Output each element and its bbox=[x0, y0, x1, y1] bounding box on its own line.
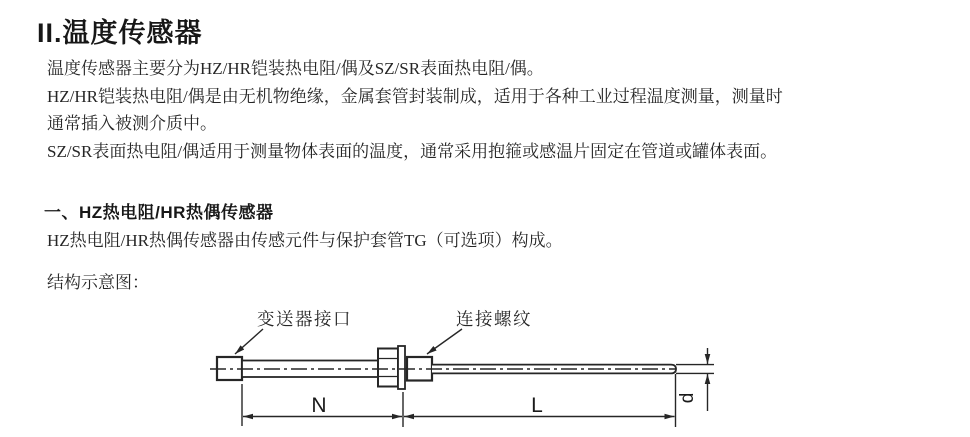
transmitter-port-leader-line bbox=[235, 329, 263, 354]
intro-line-4: SZ/SR表面热电阻/偶适用于测量物体表面的温度，通常采用抱箍或感温片固定在管道或罐体表面。 bbox=[47, 141, 778, 161]
intro-line-1: 温度传感器主要分为HZ/HR铠装热电阻/偶及SZ/SR表面热电阻/偶。 bbox=[47, 59, 544, 78]
intro-paragraph bbox=[47, 55, 783, 165]
intro-line-2: HZ/HR铠装热电阻/偶是由无机物绝缘，金属套管封装制成，适用于各种工业过程温度测量，测量时 bbox=[47, 86, 783, 106]
sensor-structure-diagram bbox=[180, 298, 780, 437]
transmitter-port-label: 变送器接口 bbox=[257, 309, 352, 329]
section-heading: 一、HZ热电阻/HR热偶传感器 bbox=[44, 203, 274, 222]
connection-thread-leader-line bbox=[427, 329, 462, 354]
connection-thread-label: 连接螺纹 bbox=[456, 309, 532, 329]
hex-nut bbox=[378, 349, 398, 387]
page-title: II.温度传感器 bbox=[37, 18, 203, 48]
flange-washer bbox=[398, 346, 405, 389]
structure-diagram-label: 结构示意图： bbox=[47, 273, 149, 292]
dimension-label-L: L bbox=[531, 394, 543, 417]
dimension-label-N: N bbox=[311, 394, 327, 417]
section-body: HZ热电阻/HR热偶传感器由传感元件与保护套管TG（可选项）构成。 bbox=[47, 231, 563, 250]
intro-line-3: 通常插入被测介质中。 bbox=[47, 114, 217, 133]
dimension-label-d: d bbox=[677, 392, 698, 404]
